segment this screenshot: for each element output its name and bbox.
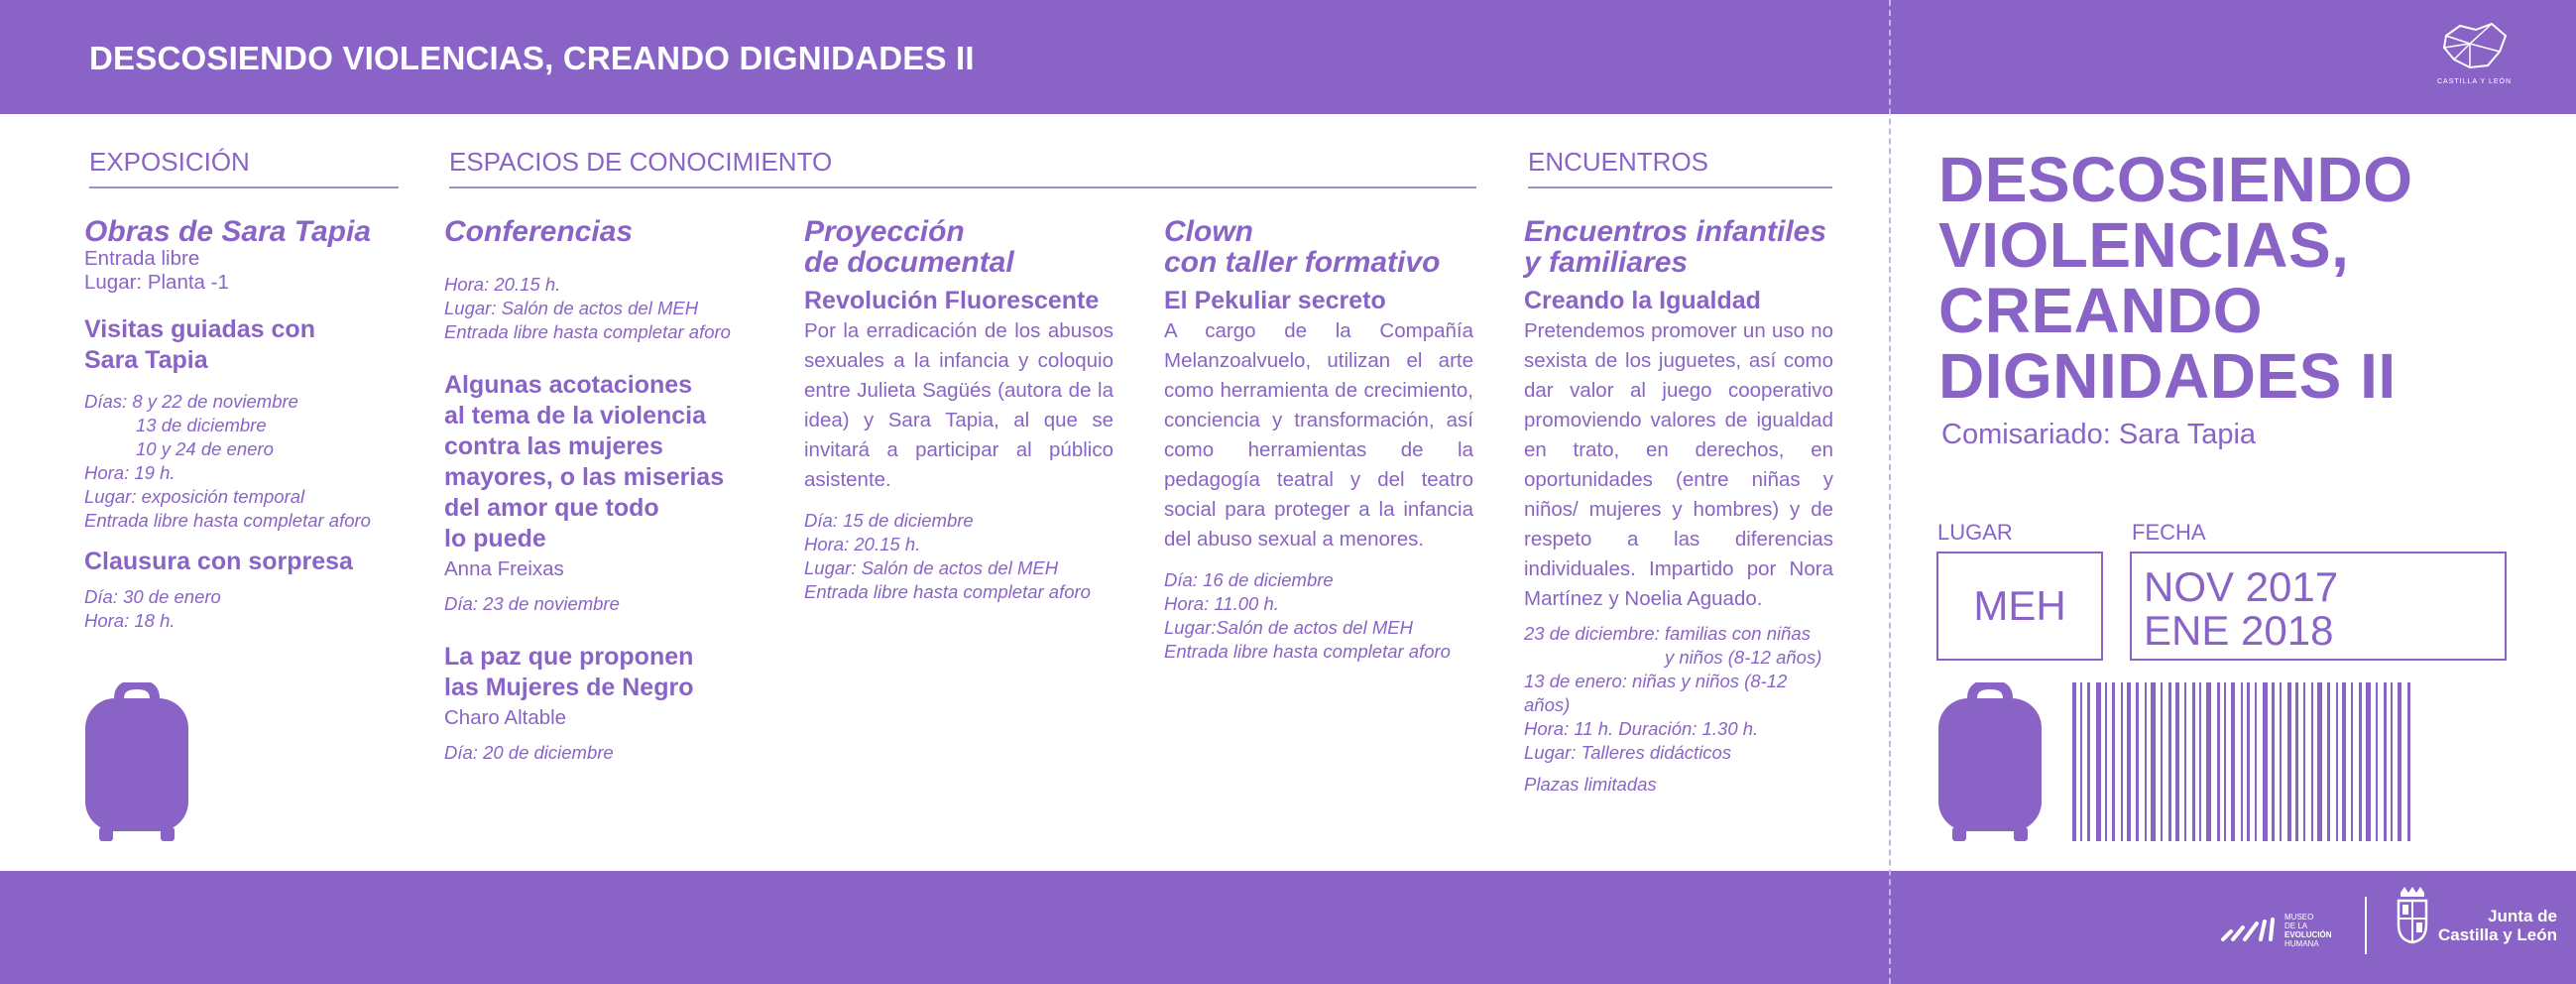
obras-line: Lugar: Planta -1	[84, 271, 229, 294]
encuentros-meta: 23 de diciembre: familias con niñas	[1524, 623, 1811, 644]
proyeccion-column	[804, 216, 1113, 604]
lugar-label: LUGAR	[1937, 520, 2013, 545]
barcode-bar	[2317, 682, 2322, 841]
visitas-meta: Hora: 19 h.	[84, 462, 176, 483]
barcode-bar	[2342, 682, 2346, 841]
barcode-bar	[2224, 682, 2226, 841]
proyeccion-title: de documental	[804, 246, 1014, 279]
visitas-title: Visitas guiadas con	[84, 315, 315, 343]
fecha-box	[2130, 552, 2507, 661]
section-encuentros-rule	[1528, 186, 1832, 188]
proyeccion-meta: Entrada libre hasta completar aforo	[804, 581, 1091, 602]
barcode-bar	[2263, 682, 2268, 841]
encuentros-meta: 13 de enero: niñas y niños (8-12 años)	[1524, 671, 1788, 715]
jcyl-logo	[2395, 885, 2557, 944]
proyeccion-meta: Hora: 20.15 h.	[804, 534, 921, 554]
talk2-title: La paz que proponen	[444, 643, 694, 671]
proyeccion-subtitle: Revolución Fluorescente	[804, 287, 1100, 314]
ticket-title	[1938, 144, 2413, 412]
visitas-meta: Días: 8 y 22 de noviembre	[84, 391, 298, 412]
encuentros-plazas: Plazas limitadas	[1524, 774, 1657, 795]
barcode-bar	[2175, 682, 2179, 841]
jcyl-logo-line: Junta de	[2488, 907, 2557, 925]
clown-meta: Entrada libre hasta completar aforo	[1164, 641, 1451, 662]
fecha-value: NOV 2017	[2144, 563, 2339, 610]
castilla-leon-logo	[2437, 22, 2512, 85]
fecha-label: FECHA	[2132, 520, 2206, 545]
ticket-title-line: VIOLENCIAS,	[1938, 209, 2350, 281]
visitas-meta: 10 y 24 de enero	[136, 438, 274, 459]
barcode-bar	[2192, 682, 2195, 841]
lugar-box	[1936, 552, 2103, 661]
barcode-bar	[2376, 682, 2378, 841]
proyeccion-meta: Lugar: Salón de actos del MEH	[804, 557, 1059, 578]
encuentros-title: Encuentros infantiles	[1524, 215, 1827, 248]
encuentros-meta: Hora: 11 h. Duración: 1.30 h.	[1524, 718, 1759, 739]
coat-of-arms-icon	[2395, 885, 2430, 944]
lugar-value: MEH	[1973, 582, 2066, 629]
visitas-meta: Lugar: exposición temporal	[84, 486, 305, 507]
section-exposicion: EXPOSICIÓN	[89, 147, 250, 177]
clown-column	[1164, 216, 1473, 664]
barcode-bar	[2231, 682, 2235, 841]
encuentros-body: Pretendemos promover un uso no sexista de los juguetes, así como dar valor al juego cooperativo promoviendo valores de igualdad en trato, en derechos, en oportunidades (entre niñas y niños/ mujeres y hombres) y de respeto a las diferencias individuales. Impartido por Nora Martínez y Noelia Aguado.	[1524, 319, 1833, 610]
barcode-bar	[2168, 682, 2171, 841]
obras-title: Obras de Sara Tapia	[84, 215, 372, 248]
barcode-bar	[2303, 682, 2305, 841]
meh-logo-line: DE LA	[2284, 922, 2308, 930]
barcode-bar	[2391, 682, 2393, 841]
barcode-bar	[2206, 682, 2211, 841]
barcode-bar	[2295, 682, 2298, 841]
talk1-title: al tema de la violencia	[444, 402, 707, 430]
encuentros-meta: y niños (8-12 años)	[1665, 647, 1822, 668]
ticket-perforation	[1889, 0, 1891, 984]
barcode-bar	[2272, 682, 2275, 841]
barcode-bar	[2217, 682, 2220, 841]
proyeccion-body: Por la erradicación de los abusos sexuales a la infancia y coloquio entre Julieta Sagüés (autora de la idea) y Sara Tapia, al que se invitará a participar al público asistente.	[804, 319, 1113, 491]
barcode-icon	[2072, 682, 2509, 841]
clown-meta: Día: 16 de diciembre	[1164, 569, 1334, 590]
talk1-title: contra las mujeres	[444, 432, 663, 460]
encuentros-meta: Lugar: Talleres didácticos	[1524, 742, 1732, 763]
meh-logo	[2221, 913, 2332, 948]
ticket-title-line: DIGNIDADES II	[1938, 340, 2397, 412]
barcode-bar	[2366, 682, 2371, 841]
conferencias-title: Conferencias	[444, 215, 634, 248]
barcode-bar	[2112, 682, 2115, 841]
barcode-bar	[2327, 682, 2330, 841]
meh-logo-line: MUSEO	[2284, 913, 2314, 922]
barcode-bar	[2087, 682, 2090, 841]
barcode-bar	[2287, 682, 2291, 841]
barcode-bar	[2080, 682, 2082, 841]
section-espacios: ESPACIOS DE CONOCIMIENTO	[449, 147, 833, 177]
barcode-bar	[2121, 682, 2123, 841]
barcode-bar	[2127, 682, 2131, 841]
section-exposicion-rule	[89, 186, 399, 188]
talk1-title: mayores, o las miserias	[444, 463, 725, 491]
talk1-title: del amor que todo	[444, 494, 659, 522]
section-encuentros: ENCUENTROS	[1528, 147, 1709, 177]
barcode-bar	[2136, 682, 2139, 841]
ticket-bag-icon	[1936, 682, 2044, 843]
barcode-bar	[2184, 682, 2186, 841]
barcode-bar	[2151, 682, 2156, 841]
talk1-title: Algunas acotaciones	[444, 371, 693, 399]
castilla-leon-logo-text: CASTILLA Y LEÓN	[2437, 78, 2513, 85]
barcode-bar	[2384, 682, 2387, 841]
conferencias-meta: Entrada libre hasta completar aforo	[444, 321, 731, 342]
clown-body: A cargo de la Compañía Melanzoalvuelo, utilizan el arte como herramienta de crecimiento, conciencia y transformación, así como herramientas de la pedagogía teatral y del teatro social para proteger a la infancia del abuso sexual a menores.	[1164, 319, 1473, 551]
proyeccion-title: Proyección	[804, 215, 965, 248]
clausura-meta: Hora: 18 h.	[84, 610, 176, 631]
fecha-value: ENE 2018	[2144, 607, 2334, 654]
footer-separator	[2365, 897, 2367, 954]
barcode-bar	[2280, 682, 2282, 841]
proyeccion-meta: Día: 15 de diciembre	[804, 510, 974, 531]
castilla-leon-map-icon	[2440, 22, 2510, 71]
clown-meta: Lugar:Salón de actos del MEH	[1164, 617, 1413, 638]
obras-line: Entrada libre	[84, 247, 200, 270]
barcode-bar	[2096, 682, 2101, 841]
conferencias-meta: Hora: 20.15 h.	[444, 274, 561, 295]
barcode-bar	[2241, 682, 2243, 841]
encuentros-column	[1524, 216, 1833, 797]
jcyl-logo-text	[2438, 907, 2557, 944]
encuentros-subtitle: Creando la Igualdad	[1524, 287, 1761, 314]
meh-logo-line: EVOLUCIÓN	[2284, 930, 2332, 939]
clown-subtitle: El Pekuliar secreto	[1164, 287, 1386, 314]
header-title: DESCOSIENDO VIOLENCIAS, CREANDO DIGNIDADES II	[89, 40, 975, 76]
encuentros-title: y familiares	[1524, 246, 1689, 279]
meh-logo-text	[2284, 913, 2332, 948]
talk1-speaker: Anna Freixas	[444, 557, 564, 580]
bag-icon	[83, 682, 190, 843]
barcode-bar	[2105, 682, 2107, 841]
section-espacios-rule	[449, 186, 1476, 188]
jcyl-logo-line: Castilla y León	[2438, 925, 2557, 944]
barcode-bar	[2351, 682, 2353, 841]
header-band	[0, 0, 2576, 114]
barcode-bar	[2199, 682, 2201, 841]
ticket-title-line: DESCOSIENDO	[1938, 144, 2413, 215]
ticket-title-line: CREANDO	[1938, 275, 2264, 346]
footer-band	[0, 871, 2576, 984]
clausura-meta: Día: 30 de enero	[84, 586, 221, 607]
visitas-meta: 13 de diciembre	[136, 415, 267, 435]
barcode-bar	[2247, 682, 2250, 841]
barcode-bar	[2398, 682, 2401, 841]
clown-title: con taller formativo	[1164, 246, 1441, 279]
conferencias-column	[444, 216, 771, 765]
barcode-bar	[2336, 682, 2338, 841]
talk2-date: Día: 20 de diciembre	[444, 742, 614, 763]
barcode-bar	[2407, 682, 2410, 841]
talk2-speaker: Charo Altable	[444, 706, 567, 729]
talk1-title: lo puede	[444, 525, 546, 553]
meh-logo-line: HUMANA	[2284, 939, 2319, 948]
exposicion-column	[84, 216, 411, 633]
ticket-curator: Comisariado: Sara Tapia	[1941, 419, 2257, 450]
barcode-bar	[2359, 682, 2362, 841]
talk1-date: Día: 23 de noviembre	[444, 593, 620, 614]
barcode-bar	[2311, 682, 2313, 841]
visitas-meta: Entrada libre hasta completar aforo	[84, 510, 371, 531]
barcode-bar	[2145, 682, 2147, 841]
visitas-title: Sara Tapia	[84, 346, 208, 374]
clown-title: Clown	[1164, 215, 1253, 248]
talk2-title: las Mujeres de Negro	[444, 674, 694, 701]
meh-logo-icon	[2221, 918, 2277, 943]
clausura-title: Clausura con sorpresa	[84, 548, 353, 575]
conferencias-meta: Lugar: Salón de actos del MEH	[444, 298, 699, 318]
clown-meta: Hora: 11.00 h.	[1164, 593, 1279, 614]
barcode-bar	[2072, 682, 2076, 841]
barcode-bar	[2255, 682, 2257, 841]
barcode-bar	[2161, 682, 2163, 841]
